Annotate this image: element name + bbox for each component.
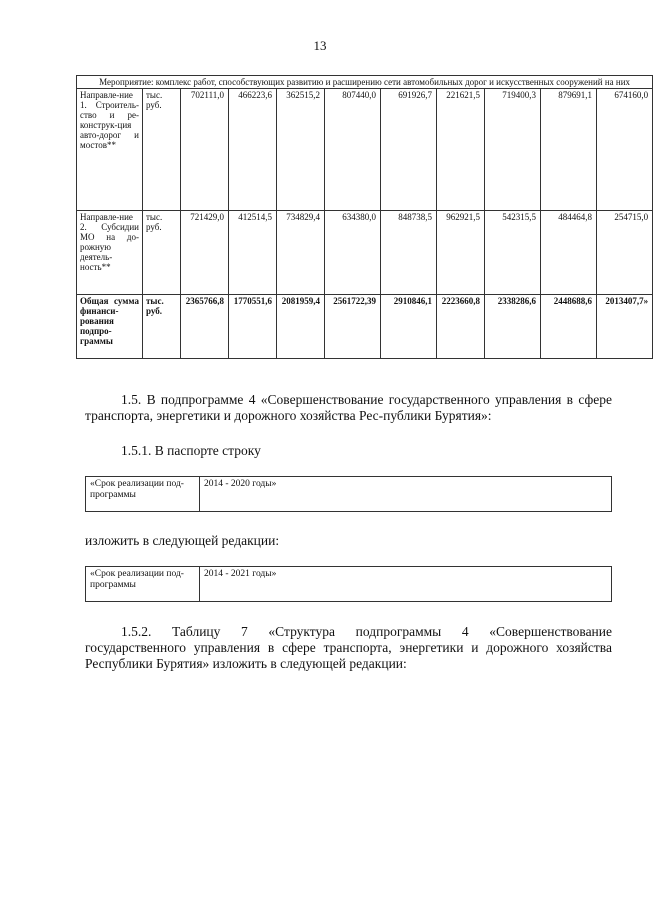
cell-value: 2081959,4 <box>277 295 325 359</box>
cell-value: 2013407,7» <box>597 295 653 359</box>
cell-value: 254715,0 <box>597 211 653 295</box>
cell-value: 734829,4 <box>277 211 325 295</box>
row-name: Направле-ние 1. Строитель-ство и ре-конструк-ция авто-дорог и мостов** <box>77 89 143 211</box>
cell-value: 962921,5 <box>437 211 485 295</box>
cell-value: 721429,0 <box>181 211 229 295</box>
cell-value: 466223,6 <box>229 89 277 211</box>
cell-value: 2365766,8 <box>181 295 229 359</box>
cell-value: 879691,1 <box>541 89 597 211</box>
cell-value: 412514,5 <box>229 211 277 295</box>
cell-value: 634380,0 <box>325 211 381 295</box>
old-term-box <box>85 476 612 512</box>
cell-value: 2223660,8 <box>437 295 485 359</box>
table-row <box>77 89 653 211</box>
cell-value: 848738,5 <box>381 211 437 295</box>
term-label: «Срок реализации под-программы <box>86 477 200 512</box>
cell-value: 484464,8 <box>541 211 597 295</box>
paragraph-1-5: 1.5. В подпрограмме 4 «Совершенствование государственного управления в сфере транспорта, энергетики и дорожного хозяйства Рес-публики Бурятия»: <box>85 392 612 423</box>
term-label: «Срок реализации под-программы <box>86 567 200 602</box>
row-unit: тыс. руб. <box>143 211 181 295</box>
cell-value: 674160,0 <box>597 89 653 211</box>
cell-value: 2448688,6 <box>541 295 597 359</box>
table-row <box>77 211 653 295</box>
table-row-total <box>77 295 653 359</box>
cell-value: 2338286,6 <box>485 295 541 359</box>
table-header: Мероприятие: комплекс работ, способствующих развитию и расширению сети автомобильных дорог и искусственных сооружений на них <box>77 76 653 89</box>
cell-value: 2561722,39 <box>325 295 381 359</box>
cell-value: 719400,3 <box>485 89 541 211</box>
row-name: Общая сумма финанси-рования подпро-граммы <box>77 295 143 359</box>
cell-value: 542315,5 <box>485 211 541 295</box>
row-unit: тыс. руб. <box>143 295 181 359</box>
cell-value: 362515,2 <box>277 89 325 211</box>
paragraph-replace: изложить в следующей редакции: <box>85 533 280 548</box>
cell-value: 691926,7 <box>381 89 437 211</box>
cell-value: 807440,0 <box>325 89 381 211</box>
financing-table <box>76 75 653 359</box>
cell-value: 221621,5 <box>437 89 485 211</box>
cell-value: 702111,0 <box>181 89 229 211</box>
cell-value: 2910846,1 <box>381 295 437 359</box>
paragraph-1-5-1: 1.5.1. В паспорте строку <box>121 443 261 458</box>
term-value: 2014 - 2020 годы» <box>200 477 612 512</box>
row-name: Направле-ние 2. Субсидии МО на до-рожную деятель-ность** <box>77 211 143 295</box>
row-unit: тыс. руб. <box>143 89 181 211</box>
cell-value: 1770551,6 <box>229 295 277 359</box>
term-value: 2014 - 2021 годы» <box>200 567 612 602</box>
paragraph-1-5-2: 1.5.2. Таблицу 7 «Структура подпрограммы 4 «Совершенствование государственного управления в сфере транспорта, энергетики и дорожного хозяйства Республики Бурятия» изложить в следующей редакции: <box>85 624 612 671</box>
new-term-box <box>85 566 612 602</box>
page-number: 13 <box>313 38 327 53</box>
